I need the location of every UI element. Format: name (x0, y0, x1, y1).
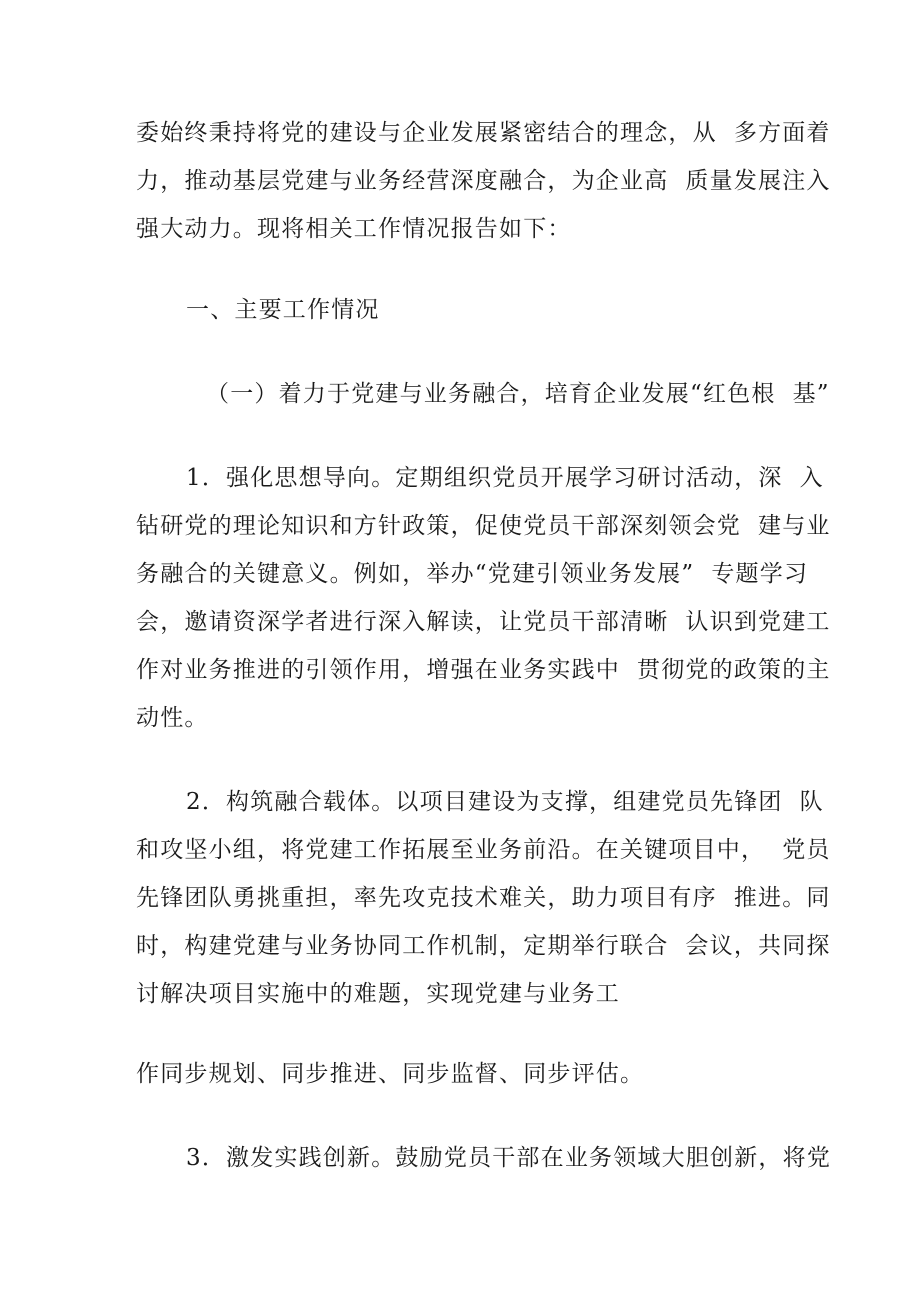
section-heading: 一、主要工作情况 (186, 297, 380, 323)
item2-line-6: 作同步规划、同步推进、同步监督、同步评估。 (136, 1061, 645, 1087)
item1-line-5: 作对业务推进的引领作用，增强在业务实践中 贯彻党的政策的主 (136, 657, 831, 683)
item1-line-6: 动性。 (136, 705, 209, 731)
intro-line-3: 强大动力。现将相关工作情况报告如下： (136, 216, 572, 242)
item1-line-3: 务融合的关键意义。例如，举办“党建引领业务发展” 专题学习 (136, 561, 809, 587)
item1-line-1: 1．强化思想导向。定期组织党员开展学习研讨活动，深 入 (186, 465, 824, 491)
item2-line-4: 时，构建党建与业务协同工作机制，定期举行联合 会议，共同探 (136, 933, 831, 959)
item2-line-5: 讨解决项目实施中的难题，实现党建与业务工 (136, 981, 620, 1007)
item3-line-1: 3．激发实践创新。鼓励党员干部在业务领域大胆创新，将党 (186, 1145, 832, 1171)
item2-line-2: 和攻坚小组，将党建工作拓展至业务前沿。在关键项目中， 党员 (136, 837, 831, 863)
item1-line-2: 钻研党的理论知识和方针政策，促使党员干部深刻领会党 建与业 (136, 513, 831, 539)
intro-line-2: 力，推动基层党建与业务经营深度融合，为企业高 质量发展注入 (136, 168, 831, 194)
item2-line-3: 先锋团队勇挑重担，率先攻克技术难关，助力项目有序 推进。同 (136, 885, 831, 911)
subsection-heading: （一）着力于党建与业务融合，培育企业发展“红色根 基” (206, 381, 830, 407)
intro-line-1: 委始终秉持将党的建设与企业发展紧密结合的理念，从 多方面着 (136, 120, 831, 146)
item2-line-1: 2．构筑融合载体。以项目建设为支撑，组建党员先锋团 队 (186, 789, 824, 815)
item1-line-4: 会，邀请资深学者进行深入解读，让党员干部清晰 认识到党建工 (136, 609, 831, 635)
